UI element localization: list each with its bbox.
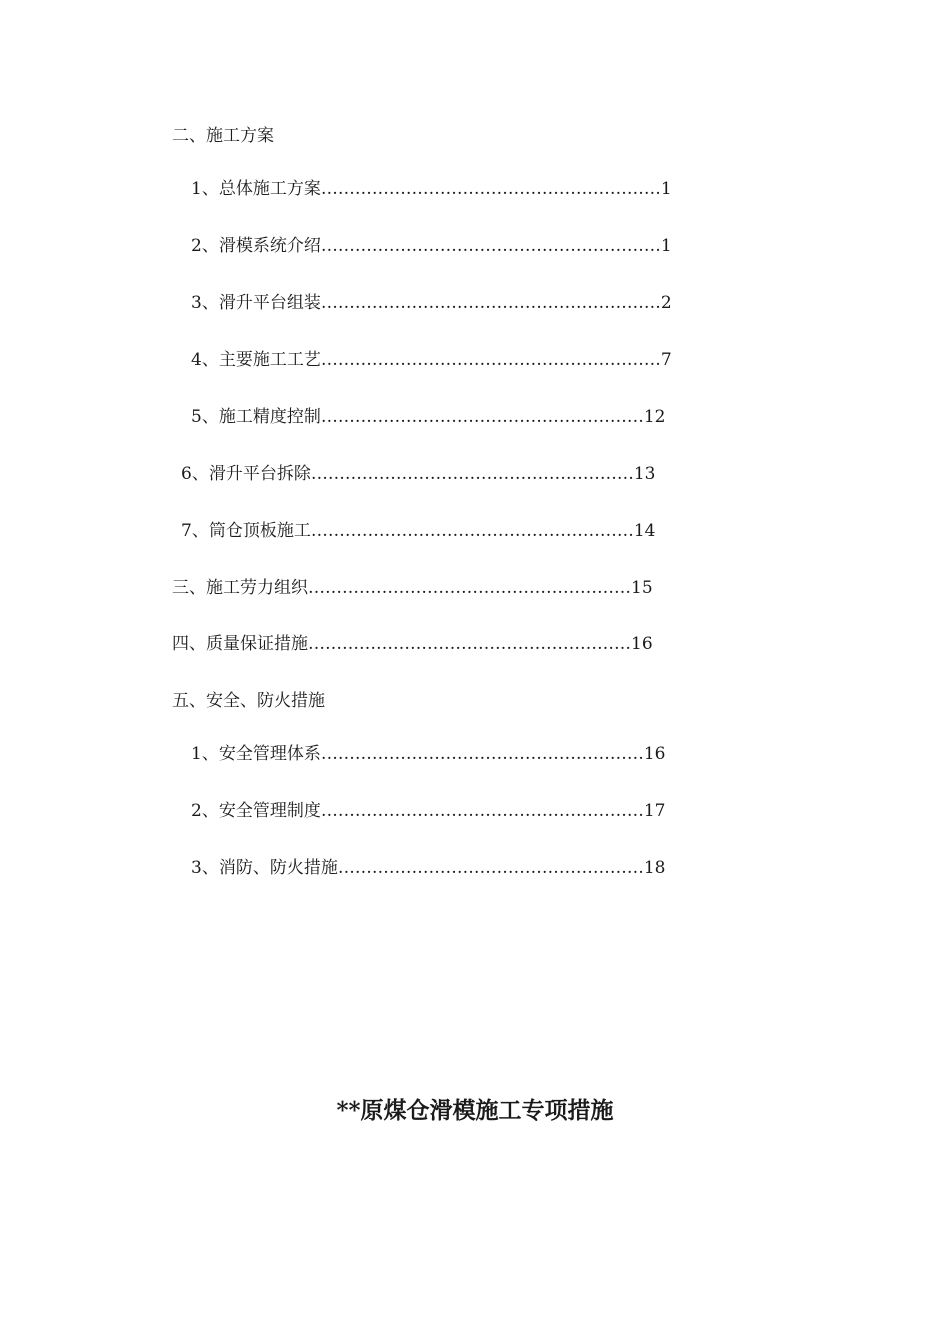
toc-entry-label: 6、滑升平台拆除 [181, 464, 311, 484]
toc-entry-label: 1、总体施工方案 [191, 179, 321, 199]
toc-entry-label: 2、安全管理制度 [191, 801, 321, 821]
toc-leader-dots: ……………………………………………… [337, 858, 644, 878]
toc-leader-dots: …………………………………………………… [320, 293, 661, 313]
toc-page-number: 17 [643, 801, 666, 821]
toc-page-number: 1 [660, 236, 672, 256]
toc-entry-label: 3、滑升平台组装 [191, 293, 321, 313]
toc-entry-label: 1、安全管理体系 [191, 744, 321, 764]
toc-entry-label: 三、施工劳力组织 [172, 578, 308, 598]
toc-entry-label: 2、滑模系统介绍 [191, 236, 321, 256]
toc-leader-dots: ………………………………………………… [320, 744, 644, 764]
toc-page-number: 15 [631, 578, 653, 598]
toc-leader-dots: ………………………………………………… [308, 578, 631, 598]
toc-leader-dots: …………………………………………………… [320, 179, 661, 199]
toc-page-number: 18 [643, 858, 666, 878]
toc-entry [191, 291, 672, 315]
document-title: **原煤仓滑模施工专项措施 [336, 1097, 614, 1124]
toc-page-number: 14 [633, 521, 656, 541]
toc-entry [191, 742, 665, 766]
toc-leader-dots: ………………………………………………… [310, 464, 634, 484]
toc-leader-dots: …………………………………………………… [320, 236, 661, 256]
toc-leader-dots: ………………………………………………… [308, 634, 631, 654]
toc-entry-label: 4、主要施工工艺 [191, 350, 321, 370]
toc-page-number: 1 [660, 179, 672, 199]
toc-entry [191, 348, 672, 372]
toc-entry [191, 234, 672, 258]
toc-entry-label: 四、质量保证措施 [172, 634, 308, 654]
toc-entry [191, 405, 665, 429]
toc-page-number: 2 [660, 293, 672, 313]
toc-entry-section4 [172, 632, 653, 656]
toc-page-number: 16 [631, 634, 653, 654]
toc-heading-section2: 二、施工方案 [172, 126, 274, 146]
toc-entry [191, 799, 665, 823]
toc-page-number: 12 [643, 407, 666, 427]
toc-entry [181, 462, 655, 486]
toc-page-number: 7 [660, 350, 672, 370]
toc-leader-dots: ………………………………………………… [310, 521, 634, 541]
toc-entry [181, 519, 655, 543]
toc-entry-label: 5、施工精度控制 [191, 407, 321, 427]
toc-entry-label: 7、筒仓顶板施工 [181, 521, 311, 541]
toc-leader-dots: …………………………………………………… [320, 350, 661, 370]
toc-leader-dots: ………………………………………………… [320, 801, 644, 821]
toc-heading-section5: 五、安全、防火措施 [172, 691, 325, 711]
toc-leader-dots: ………………………………………………… [320, 407, 644, 427]
toc-page-number: 13 [633, 464, 656, 484]
toc-entry [191, 856, 665, 880]
toc-entry [191, 177, 672, 201]
toc-entry-section3 [172, 576, 653, 600]
toc-entry-label: 3、消防、防火措施 [191, 858, 338, 878]
toc-page-number: 16 [643, 744, 666, 764]
